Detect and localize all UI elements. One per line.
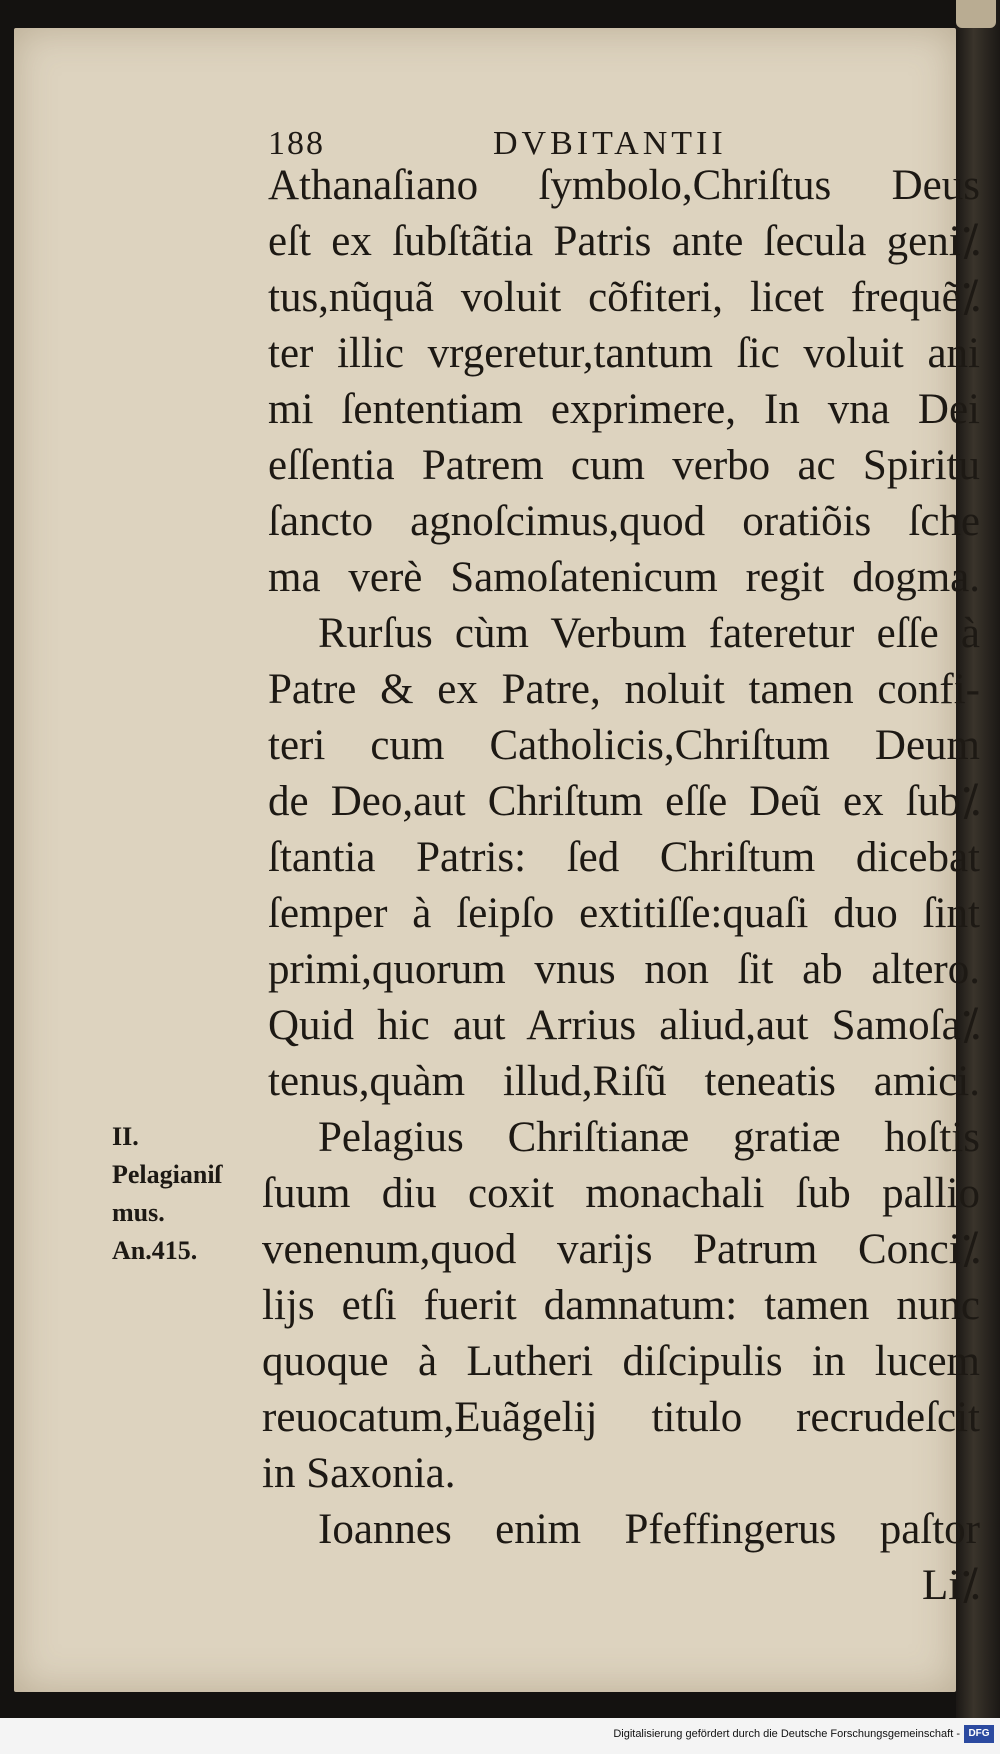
margin-note-line: Pelagianiſ [112,1160,222,1189]
text-line: Quid hic aut Arrius aliud,aut Samoſa⁒ [268,1002,980,1049]
text-line: ter illic vrgeretur,tantum ſic voluit ani [268,330,980,377]
footer-credit: Digitalisierung gefördert durch die Deutsche Forschungsgemeinschaft - [613,1728,960,1740]
text-line: primi,quorum vnus non ſit ab altero. [268,946,980,993]
text-line: venenum,quod varijs Patrum Conci⁒ [262,1226,980,1273]
text-line: de Deo,aut Chriſtum eſſe Deũ ex ſub⁒ [268,778,980,825]
dfg-logo-icon: DFG [964,1725,994,1743]
text-line: Pelagius Chriſtianæ gratiæ hoſtis [318,1114,980,1161]
footer-bar [0,1718,1000,1754]
page-number: 188 [268,125,325,162]
margin-note-line: mus. [112,1198,165,1227]
running-title: DVBITANTII [493,125,727,162]
text-line: ſancto agnoſcimus,quod oratiõis ſche [268,498,980,545]
text-line: ma verè Samoſatenicum regit dogma. [268,554,980,601]
margin-note-line: An.415. [112,1236,198,1265]
text-line: Ioannes enim Pfeffingerus paſtor [318,1506,980,1553]
text-line: reuocatum,Euãgelij titulo recrudeſcit [262,1394,980,1441]
text-line: ſtantia Patris: ſed Chriſtum dicebat [268,834,980,881]
text-line: Patre & ex Patre, noluit tamen confi- [268,666,980,713]
text-line: in Saxonia. [262,1450,456,1497]
text-line: ſuum diu coxit monachali ſub pallio [262,1170,980,1217]
text-line: quoque à Lutheri diſcipulis in lucem [262,1338,980,1385]
text-line: eſt ex ſubſtãtia Patris ante ſecula geni⁒ [268,218,980,265]
text-line: teri cum Catholicis,Chriſtum Deum [268,722,980,769]
catchword: Li⁒ [922,1562,980,1609]
text-line: Rurſus cùm Verbum fateretur eſſe à [318,610,980,657]
text-line: tenus,quàm illud,Riſũ teneatis amici. [268,1058,980,1105]
text-line: eſſentia Patrem cum verbo ac Spiritu [268,442,980,489]
text-line: Athanaſiano ſymbolo,Chriſtus Deus [268,162,980,209]
margin-note-number: II. [112,1122,139,1151]
text-line: lijs etſi fuerit damnatum: tamen nunc [262,1282,980,1329]
text-line: tus,nũquã voluit cõfiteri, licet frequẽ⁒ [268,274,980,321]
text-line: mi ſententiam exprimere, In vna Dei [268,386,980,433]
text-line: ſemper à ſeipſo extitiſſe:quaſi duo ſint [268,890,980,937]
